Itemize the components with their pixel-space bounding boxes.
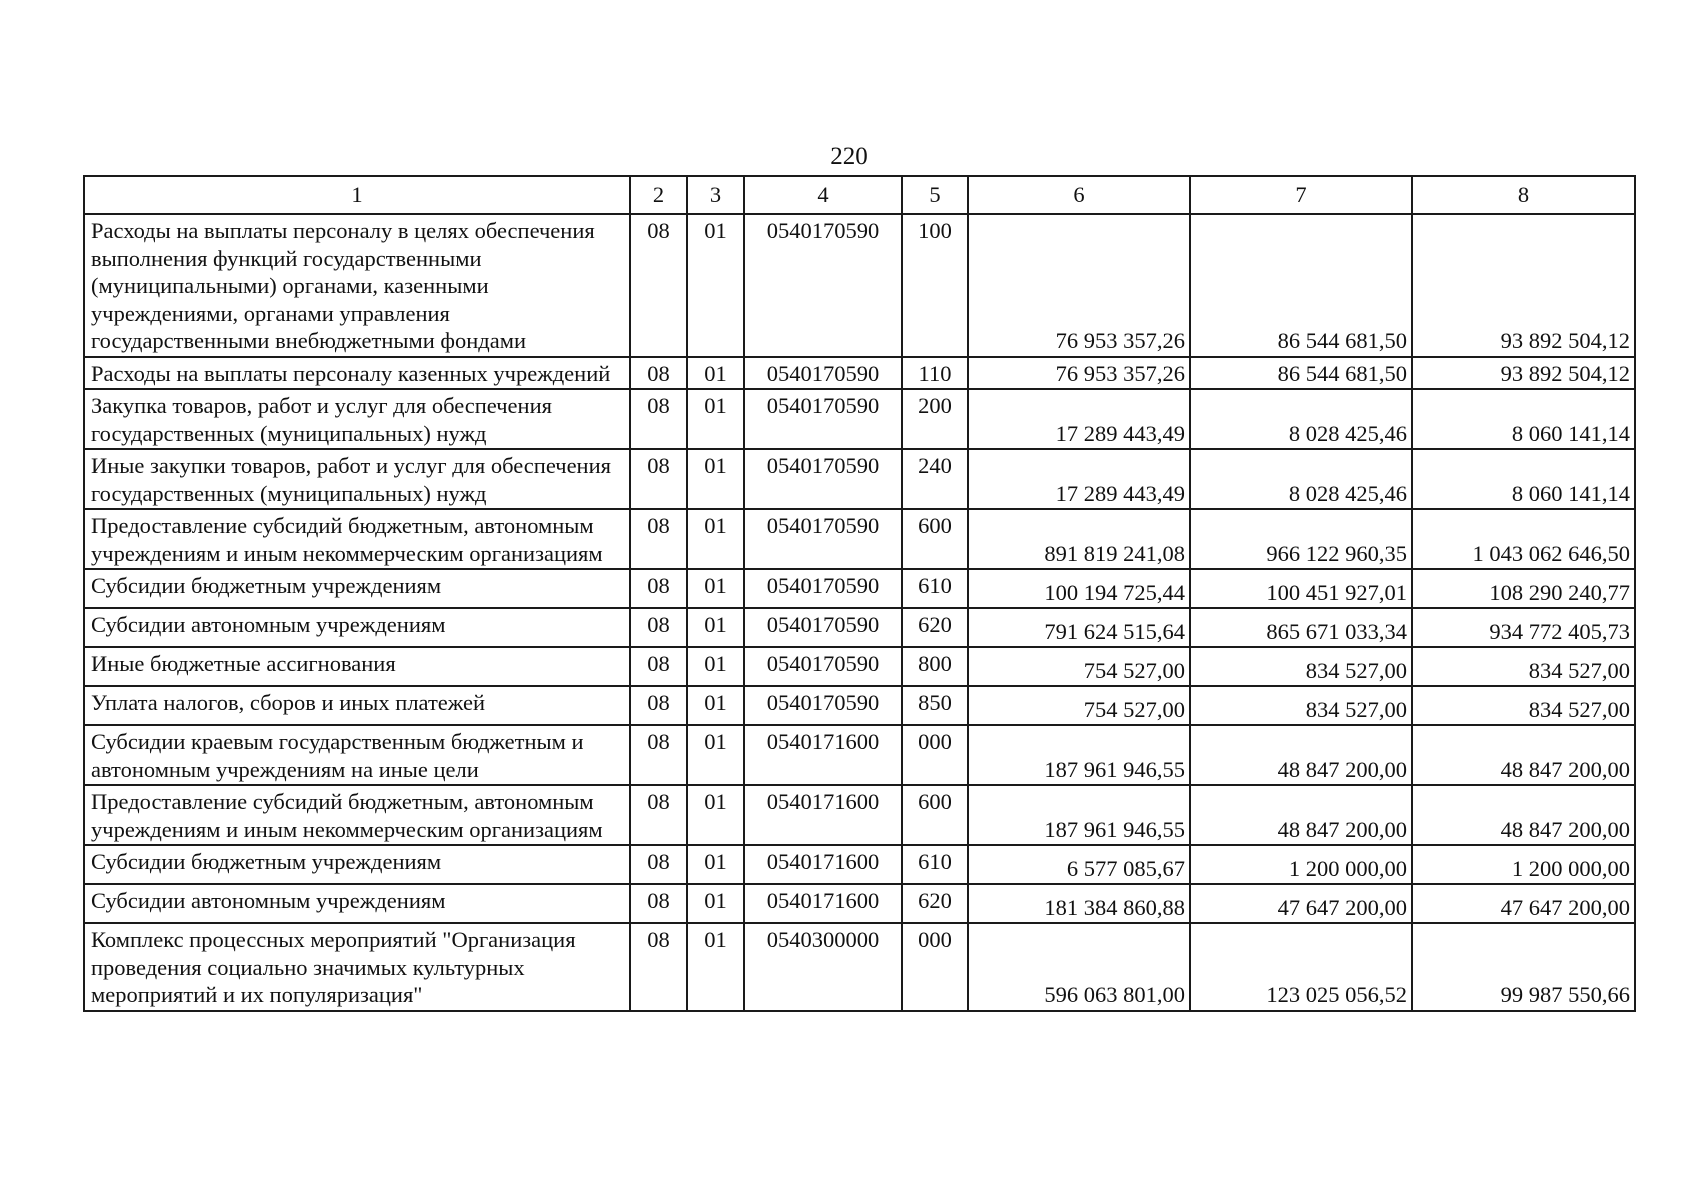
- row-amount-col8: 834 527,00: [1412, 686, 1635, 725]
- row-subsection: 01: [687, 686, 744, 725]
- row-name: Иные бюджетные ассигнования: [84, 647, 630, 686]
- row-subsection: 01: [687, 608, 744, 647]
- row-expense-type: 610: [902, 845, 968, 884]
- header-col-7: 7: [1190, 176, 1412, 214]
- row-name: Расходы на выплаты персоналу в целях обеспечения выполнения функций государственными (муниципальными) органами, казенными учреждениями, органами управления государственными внебюджетными фондами: [84, 214, 630, 357]
- row-amount-col6: 891 819 241,08: [968, 509, 1190, 569]
- row-amount-col6: 187 961 946,55: [968, 785, 1190, 845]
- row-amount-col6: 17 289 443,49: [968, 449, 1190, 509]
- table-row: [84, 845, 1635, 884]
- row-amount-col6: 76 953 357,26: [968, 357, 1190, 390]
- row-expense-type: 610: [902, 569, 968, 608]
- row-expense-type: 100: [902, 214, 968, 357]
- row-name: Предоставление субсидий бюджетным, автономным учреждениям и иным некоммерческим организациям: [84, 509, 630, 569]
- row-section: 08: [630, 845, 687, 884]
- row-amount-col7: 865 671 033,34: [1190, 608, 1412, 647]
- row-subsection: 01: [687, 449, 744, 509]
- row-target-code: 0540171600: [744, 725, 902, 785]
- row-amount-col8: 8 060 141,14: [1412, 389, 1635, 449]
- row-amount-col7: 834 527,00: [1190, 647, 1412, 686]
- row-name: Субсидии краевым государственным бюджетным и автономным учреждениям на иные цели: [84, 725, 630, 785]
- row-amount-col7: 86 544 681,50: [1190, 214, 1412, 357]
- row-name: Предоставление субсидий бюджетным, автономным учреждениям и иным некоммерческим организациям: [84, 785, 630, 845]
- row-amount-col6: 754 527,00: [968, 686, 1190, 725]
- row-subsection: 01: [687, 845, 744, 884]
- row-amount-col7: 86 544 681,50: [1190, 357, 1412, 390]
- row-target-code: 0540171600: [744, 785, 902, 845]
- header-col-6: 6: [968, 176, 1190, 214]
- row-amount-col8: 48 847 200,00: [1412, 785, 1635, 845]
- row-section: 08: [630, 449, 687, 509]
- row-target-code: 0540170590: [744, 569, 902, 608]
- row-subsection: 01: [687, 884, 744, 923]
- row-amount-col8: 1 043 062 646,50: [1412, 509, 1635, 569]
- row-subsection: 01: [687, 214, 744, 357]
- row-target-code: 0540170590: [744, 509, 902, 569]
- row-amount-col7: 47 647 200,00: [1190, 884, 1412, 923]
- row-expense-type: 850: [902, 686, 968, 725]
- row-name: Уплата налогов, сборов и иных платежей: [84, 686, 630, 725]
- header-col-1: 1: [84, 176, 630, 214]
- row-expense-type: 600: [902, 509, 968, 569]
- row-subsection: 01: [687, 647, 744, 686]
- row-amount-col8: 99 987 550,66: [1412, 923, 1635, 1011]
- row-amount-col8: 8 060 141,14: [1412, 449, 1635, 509]
- table-row: [84, 569, 1635, 608]
- row-amount-col7: 1 200 000,00: [1190, 845, 1412, 884]
- table-row: [84, 357, 1635, 390]
- table-row: [84, 449, 1635, 509]
- row-amount-col6: 6 577 085,67: [968, 845, 1190, 884]
- table-row: [84, 785, 1635, 845]
- row-amount-col8: 834 527,00: [1412, 647, 1635, 686]
- row-subsection: 01: [687, 569, 744, 608]
- row-amount-col8: 1 200 000,00: [1412, 845, 1635, 884]
- row-expense-type: 240: [902, 449, 968, 509]
- row-target-code: 0540170590: [744, 389, 902, 449]
- row-name: Субсидии бюджетным учреждениям: [84, 845, 630, 884]
- table-row: [84, 647, 1635, 686]
- row-section: 08: [630, 785, 687, 845]
- row-amount-col8: 934 772 405,73: [1412, 608, 1635, 647]
- row-amount-col8: 47 647 200,00: [1412, 884, 1635, 923]
- table-row: [84, 214, 1635, 357]
- row-target-code: 0540170590: [744, 449, 902, 509]
- row-target-code: 0540170590: [744, 647, 902, 686]
- row-name: Комплекс процессных мероприятий "Организация проведения социально значимых культурных мероприятий и их популяризация": [84, 923, 630, 1011]
- row-expense-type: 620: [902, 608, 968, 647]
- row-target-code: 0540170590: [744, 608, 902, 647]
- row-amount-col8: 48 847 200,00: [1412, 725, 1635, 785]
- row-amount-col6: 76 953 357,26: [968, 214, 1190, 357]
- row-subsection: 01: [687, 509, 744, 569]
- table-row: [84, 884, 1635, 923]
- row-section: 08: [630, 357, 687, 390]
- table-row: [84, 389, 1635, 449]
- row-name: Субсидии бюджетным учреждениям: [84, 569, 630, 608]
- row-expense-type: 200: [902, 389, 968, 449]
- row-name: Субсидии автономным учреждениям: [84, 608, 630, 647]
- budget-table: [83, 175, 1636, 1012]
- row-amount-col6: 754 527,00: [968, 647, 1190, 686]
- row-section: 08: [630, 725, 687, 785]
- row-target-code: 0540170590: [744, 357, 902, 390]
- table-row: [84, 686, 1635, 725]
- row-subsection: 01: [687, 389, 744, 449]
- row-target-code: 0540171600: [744, 884, 902, 923]
- header-col-8: 8: [1412, 176, 1635, 214]
- row-amount-col7: 100 451 927,01: [1190, 569, 1412, 608]
- table-row: [84, 509, 1635, 569]
- row-amount-col6: 100 194 725,44: [968, 569, 1190, 608]
- row-section: 08: [630, 686, 687, 725]
- row-section: 08: [630, 509, 687, 569]
- table-row: [84, 608, 1635, 647]
- row-section: 08: [630, 647, 687, 686]
- row-amount-col7: 8 028 425,46: [1190, 449, 1412, 509]
- row-expense-type: 600: [902, 785, 968, 845]
- row-expense-type: 000: [902, 725, 968, 785]
- header-col-4: 4: [744, 176, 902, 214]
- row-expense-type: 800: [902, 647, 968, 686]
- row-amount-col7: 834 527,00: [1190, 686, 1412, 725]
- row-section: 08: [630, 214, 687, 357]
- row-expense-type: 110: [902, 357, 968, 390]
- header-col-5: 5: [902, 176, 968, 214]
- row-amount-col7: 966 122 960,35: [1190, 509, 1412, 569]
- row-amount-col7: 48 847 200,00: [1190, 785, 1412, 845]
- row-subsection: 01: [687, 357, 744, 390]
- row-subsection: 01: [687, 725, 744, 785]
- page-number: 220: [830, 143, 868, 170]
- row-amount-col7: 8 028 425,46: [1190, 389, 1412, 449]
- row-subsection: 01: [687, 923, 744, 1011]
- header-col-3: 3: [687, 176, 744, 214]
- row-amount-col6: 187 961 946,55: [968, 725, 1190, 785]
- row-amount-col8: 93 892 504,12: [1412, 214, 1635, 357]
- header-col-2: 2: [630, 176, 687, 214]
- row-name: Субсидии автономным учреждениям: [84, 884, 630, 923]
- row-amount-col7: 48 847 200,00: [1190, 725, 1412, 785]
- row-target-code: 0540170590: [744, 214, 902, 357]
- row-target-code: 0540300000: [744, 923, 902, 1011]
- table-header-row: [84, 176, 1635, 214]
- row-amount-col6: 17 289 443,49: [968, 389, 1190, 449]
- row-amount-col8: 108 290 240,77: [1412, 569, 1635, 608]
- row-target-code: 0540170590: [744, 686, 902, 725]
- row-amount-col6: 791 624 515,64: [968, 608, 1190, 647]
- row-amount-col7: 123 025 056,52: [1190, 923, 1412, 1011]
- row-amount-col8: 93 892 504,12: [1412, 357, 1635, 390]
- row-section: 08: [630, 923, 687, 1011]
- row-section: 08: [630, 608, 687, 647]
- row-section: 08: [630, 569, 687, 608]
- row-name: Закупка товаров, работ и услуг для обеспечения государственных (муниципальных) нужд: [84, 389, 630, 449]
- row-name: Расходы на выплаты персоналу казенных учреждений: [84, 357, 630, 390]
- row-amount-col6: 596 063 801,00: [968, 923, 1190, 1011]
- row-section: 08: [630, 389, 687, 449]
- row-section: 08: [630, 884, 687, 923]
- row-amount-col6: 181 384 860,88: [968, 884, 1190, 923]
- row-name: Иные закупки товаров, работ и услуг для обеспечения государственных (муниципальных) нужд: [84, 449, 630, 509]
- row-expense-type: 620: [902, 884, 968, 923]
- row-subsection: 01: [687, 785, 744, 845]
- row-target-code: 0540171600: [744, 845, 902, 884]
- table-row: [84, 923, 1635, 1011]
- table-row: [84, 725, 1635, 785]
- row-expense-type: 000: [902, 923, 968, 1011]
